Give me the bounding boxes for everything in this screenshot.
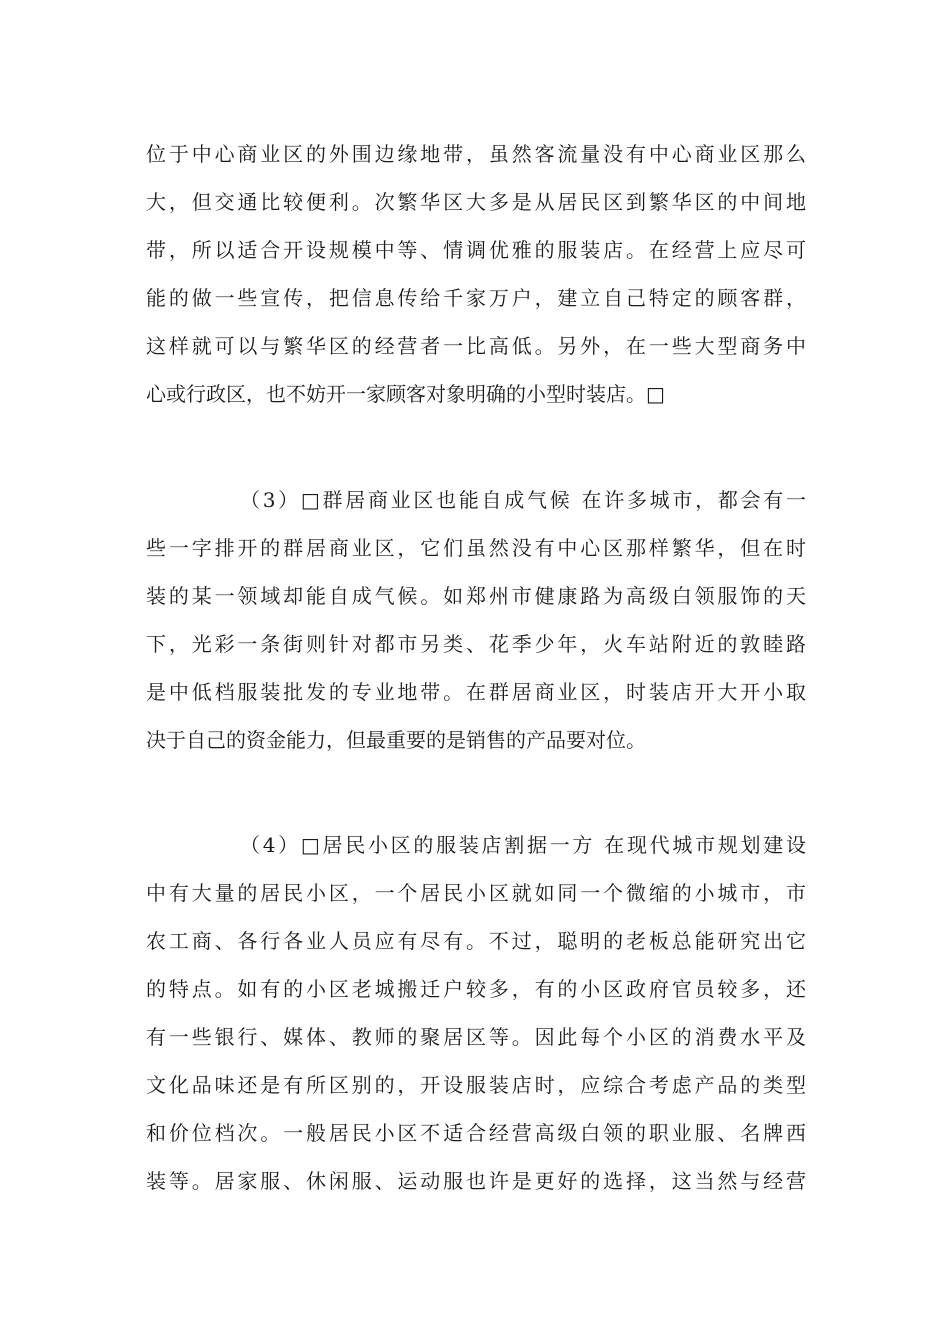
text-line: 决于自己的资金能力，但最重要的是销售的产品要对位。 — [146, 728, 646, 752]
text-line: 中有大量的居民小区，一个居民小区就如同一个微缩的小城市，市 — [146, 881, 806, 905]
text-line: 文化品味还是有所区别的，开设服装店时，应综合考虑产品的类型 — [146, 1073, 806, 1097]
paragraph-secondary-commercial-zone — [146, 130, 806, 418]
text-line: 些一字排开的群居商业区，它们虽然没有中心区那样繁华，但在时 — [146, 536, 806, 560]
text-line: 这样就可以与繁华区的经营者一比高低。另外，在一些大型商务中 — [146, 334, 806, 358]
text-line: 和价位档次。一般居民小区不适合经营高级白领的职业服、名牌西 — [146, 1121, 806, 1145]
text-line: 能的做一些宣传，把信息传给千家万户，建立自己特定的顾客群， — [146, 286, 806, 310]
text-line: 大，但交通比较便利。次繁华区大多是从居民区到繁华区的中间地 — [146, 190, 806, 214]
section-heading-line: （4）□居民小区的服装店割据一方 在现代城市规划建设 — [240, 833, 806, 857]
text-line: 有一些银行、媒体、教师的聚居区等。因此每个小区的消费水平及 — [146, 1025, 806, 1049]
text-line: 装的某一领域却能自成气候。如郑州市健康路为高级白领服饰的天 — [146, 584, 806, 608]
text-line: 装等。居家服、休闲服、运动服也许是更好的选择，这当然与经营 — [146, 1169, 806, 1193]
section-heading-line: （3）□群居商业区也能自成气候 在许多城市，都会有一 — [240, 488, 806, 512]
text-line: 带，所以适合开设规模中等、情调优雅的服装店。在经营上应尽可 — [146, 238, 806, 262]
text-line: 的特点。如有的小区老城搬迁户较多，有的小区政府官员较多，还 — [146, 977, 806, 1001]
paragraph-residential-community — [146, 821, 806, 1205]
text-line: 下，光彩一条街则针对都市另类、花季少年，火车站附近的敦睦路 — [146, 632, 806, 656]
text-line: 农工商、各行各业人员应有尽有。不过，聪明的老板总能研究出它 — [146, 929, 806, 953]
text-line: 是中低档服装批发的专业地带。在群居商业区，时装店开大开小取 — [146, 680, 806, 704]
text-line: 位于中心商业区的外围边缘地带，虽然客流量没有中心商业区那么 — [146, 142, 806, 166]
text-line: 心或行政区，也不妨开一家顾客对象明确的小型时装店。□ — [146, 382, 665, 406]
paragraph-cluster-commercial-zone — [146, 476, 806, 764]
